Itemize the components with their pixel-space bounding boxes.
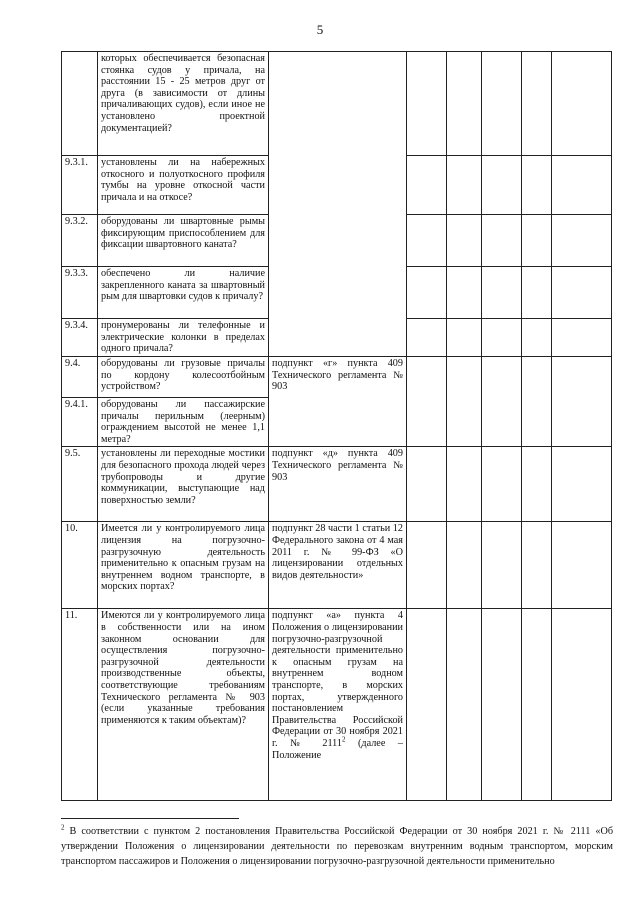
answer-cell [482,447,522,522]
answer-cell [447,156,482,215]
answer-cell [482,215,522,267]
table-row [62,52,612,156]
comment-cell [552,522,612,609]
comment-cell [552,215,612,267]
answer-cell [482,522,522,609]
answer-cell [482,156,522,215]
answer-cell [447,609,482,801]
table-row [62,357,612,398]
answer-cell [407,215,447,267]
question-text: которых обеспечивается безопасная стоянка судов у причала, на расстоянии 15 - 25 метров друг от друга (в зависимости от длины причаливающих судов), если иное не установлено проектной документацией? [98,52,269,156]
answer-cell [482,357,522,447]
row-number: 9.4. [62,357,98,398]
answer-cell [407,52,447,156]
answer-cell [407,357,447,447]
answer-cell [522,447,552,522]
comment-cell [552,267,612,319]
answer-cell [407,609,447,801]
answer-cell [447,267,482,319]
answer-cell [522,522,552,609]
answer-cell [522,156,552,215]
question-text: оборудованы ли швартовные рымы фиксирующим приспособлением для фиксации швартовного каната? [98,215,269,267]
comment-cell [552,447,612,522]
footnote [61,824,613,869]
row-number: 10. [62,522,98,609]
answer-cell [407,522,447,609]
answer-cell [522,357,552,447]
question-text: Имеются ли у контролируемого лица в собственности или на ином законном основании для осуществления погрузочно-разгрузочной деятельности производственные объекты, соответствующие требованиям Технического регламента № 903 (если указанные требования применяются к таким объектам)? [98,609,269,801]
row-number: 9.3.1. [62,156,98,215]
answer-cell [482,52,522,156]
answer-cell [447,447,482,522]
answer-cell [447,522,482,609]
comment-cell [552,156,612,215]
question-text: оборудованы ли грузовые причалы по кордону колесоотбойным устройством? [98,357,269,398]
question-text: обеспечено ли наличие закрепленного каната за швартовный рым для швартовки судов к причалу? [98,267,269,319]
footnote-marker: 2 [342,735,346,744]
answer-cell [407,319,447,357]
answer-cell [522,52,552,156]
question-text: Имеется ли у контролируемого лица лицензия на погрузочно-разгрузочную деятельность применительно к опасным грузам на внутреннем водном транспорте, в морских портах? [98,522,269,609]
reference-text: подпункт 28 части 1 статьи 12 Федерального закона от 4 мая 2011 г. № 99-ФЗ «О лицензировании отдельных видов деятельности» [269,522,407,609]
row-number: 9.4.1. [62,398,98,447]
footnote-marker: 2 [61,823,65,832]
row-number: 9.3.4. [62,319,98,357]
table-row [62,447,612,522]
question-text: пронумерованы ли телефонные и электрические колонки в пределах одного причала? [98,319,269,357]
reference-tail: (далее – Положение [272,737,403,761]
question-text: установлены ли на набережных откосного и полуоткосного профиля тумбы на уровне откосной части причала и на откосе? [98,156,269,215]
checklist-table [61,51,612,801]
answer-cell [447,52,482,156]
row-number: 9.3.3. [62,267,98,319]
answer-cell [482,609,522,801]
reference-text: подпункт «г» пункта 409 Технического регламента № 903 [269,357,407,447]
comment-cell [552,357,612,447]
answer-cell [522,215,552,267]
answer-cell [482,319,522,357]
question-text: установлены ли переходные мостики для безопасного прохода людей через трубопроводы и другие коммуникации, выступающие над поверхностью земли? [98,447,269,522]
answer-cell [482,267,522,319]
table-row [62,522,612,609]
answer-cell [447,215,482,267]
row-number: 11. [62,609,98,801]
row-number: 9.5. [62,447,98,522]
comment-cell [552,52,612,156]
question-text: оборудованы ли пассажирские причалы перильным (леерным) ограждением высотой не менее 1,1 метра? [98,398,269,447]
row-number [62,52,98,156]
reference-text: подпункт «д» пункта 409 Технического регламента № 903 [269,447,407,522]
answer-cell [407,156,447,215]
reference-text [269,52,407,357]
answer-cell [522,609,552,801]
answer-cell [447,357,482,447]
comment-cell [552,319,612,357]
footnote-separator [61,818,239,819]
reference-text [269,609,407,801]
page-number: 5 [316,22,324,37]
footnote-text: В соответствии с пунктом 2 постановления Правительства Российской Федерации от 30 ноября 2021 г. № 2111 «Об утверждении Положения о лицензировании деятельности по перевозкам внутренним водным транспортом, морским транспортом пассажиров и Положения о лицензировании погрузочно-разгрузочной деятельности применительно [61,826,613,867]
answer-cell [407,267,447,319]
answer-cell [407,447,447,522]
answer-cell [522,267,552,319]
row-number: 9.3.2. [62,215,98,267]
answer-cell [522,319,552,357]
reference-body: подпункт «а» пункта 4 Положения о лицензировании погрузочно-разгрузочной деятельности применительно к опасным грузам на внутреннем водном транспорте, в морских портах, утвержденного постановлением Правительства Российской Федерации от 30 ноября 2021 г. № 2111 [272,610,403,749]
table-row [62,609,612,801]
comment-cell [552,609,612,801]
answer-cell [447,319,482,357]
